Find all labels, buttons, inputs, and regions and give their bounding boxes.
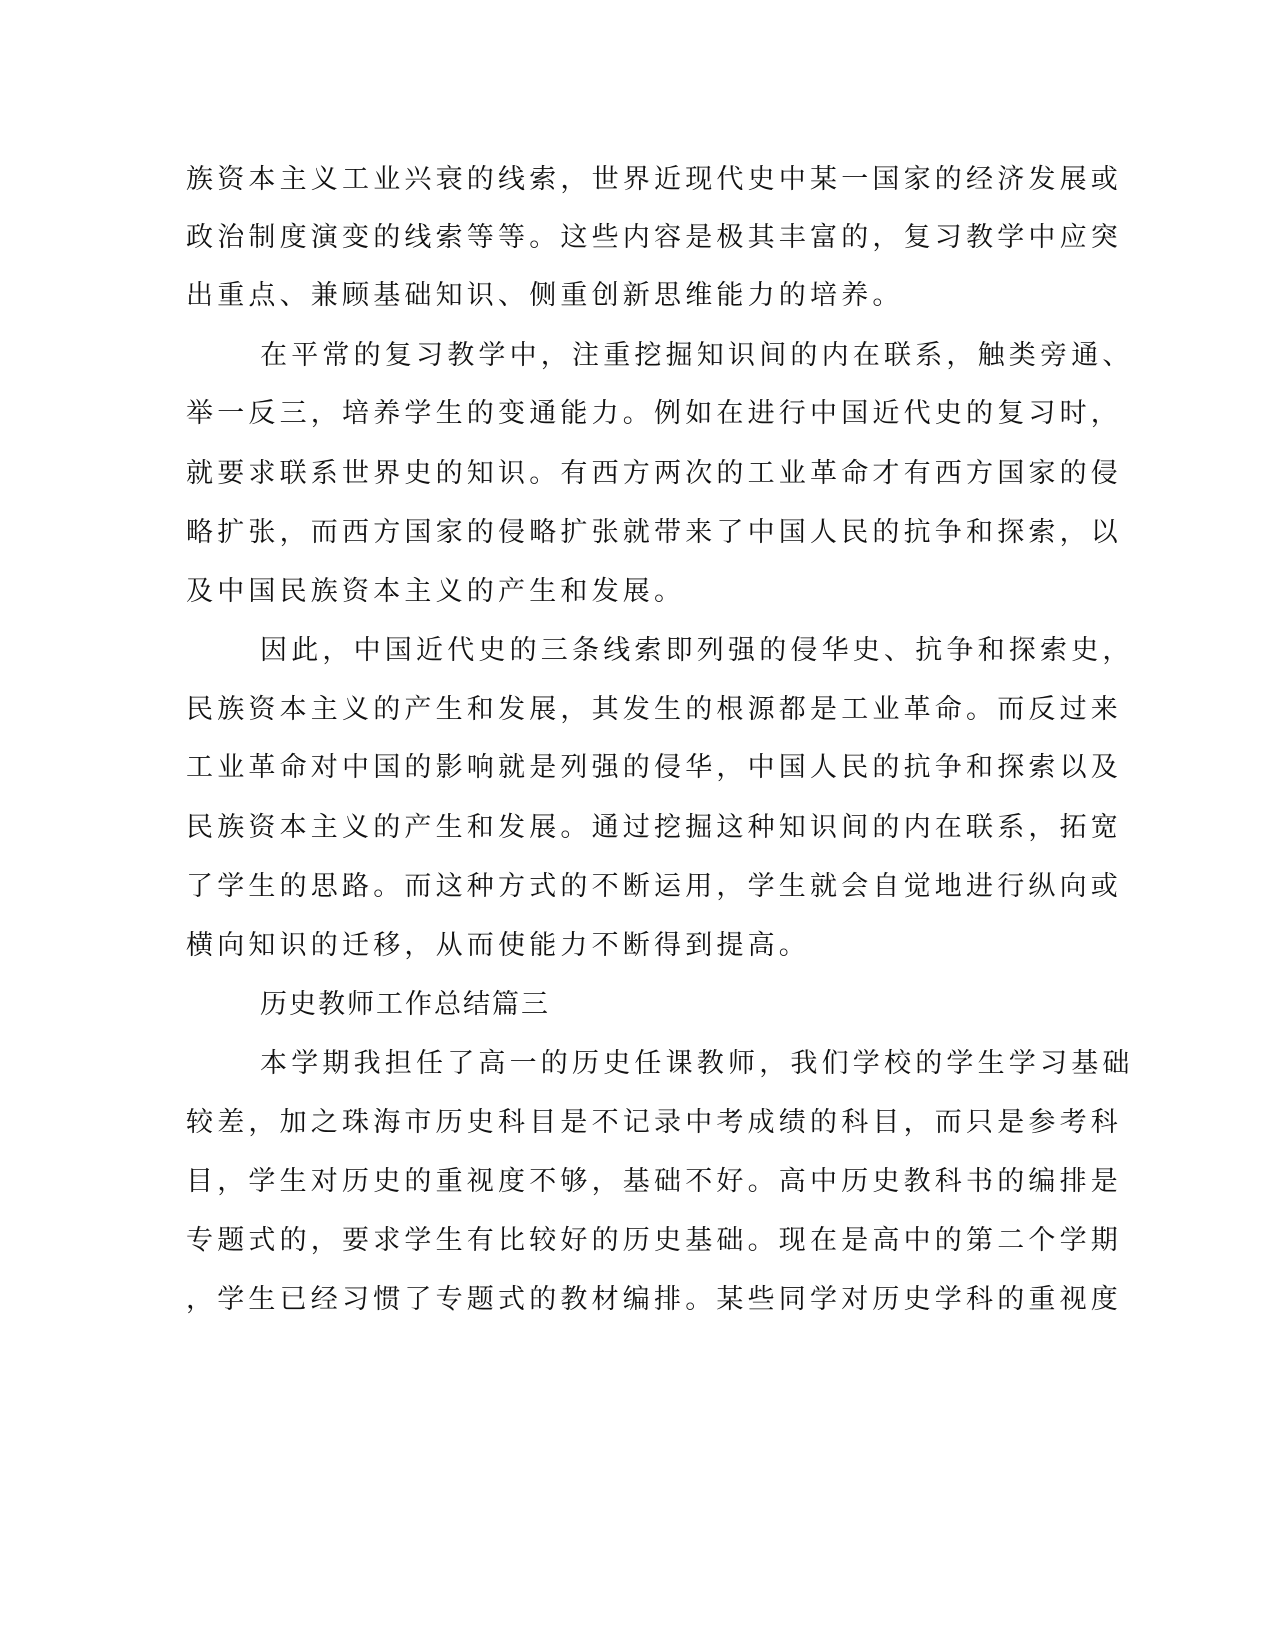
text-line: 工业革命对中国的影响就是列强的侵华，中国人民的抗争和探索以及 bbox=[186, 752, 1122, 783]
text-line: 目，学生对历史的重视度不够，基础不好。高中历史教科书的编排是 bbox=[186, 1166, 1122, 1197]
paragraph-first-line: 本学期我担任了高一的历史任课教师，我们学校的学生学习基础 bbox=[260, 1048, 1134, 1079]
text-line: ，学生已经习惯了专题式的教材编排。某些同学对历史学科的重视度 bbox=[186, 1284, 1122, 1315]
text-line: 略扩张，而西方国家的侵略扩张就带来了中国人民的抗争和探索，以 bbox=[186, 517, 1122, 548]
text-line: 民族资本主义的产生和发展，其发生的根源都是工业革命。而反过来 bbox=[186, 694, 1122, 725]
text-line: 了学生的思路。而这种方式的不断运用，学生就会自觉地进行纵向或 bbox=[186, 871, 1122, 902]
text-line: 横向知识的迁移，从而使能力不断得到提高。 bbox=[186, 930, 810, 961]
text-line: 政治制度演变的线索等等。这些内容是极其丰富的，复习教学中应突 bbox=[186, 222, 1122, 253]
text-line: 较差，加之珠海市历史科目是不记录中考成绩的科目，而只是参考科 bbox=[186, 1107, 1122, 1138]
text-line: 及中国民族资本主义的产生和发展。 bbox=[186, 576, 686, 607]
text-line: 出重点、兼顾基础知识、侧重创新思维能力的培养。 bbox=[186, 280, 904, 311]
text-line: 专题式的，要求学生有比较好的历史基础。现在是高中的第二个学期 bbox=[186, 1225, 1122, 1256]
text-line: 族资本主义工业兴衰的线索，世界近现代史中某一国家的经济发展或 bbox=[186, 164, 1122, 195]
text-line: 举一反三，培养学生的变通能力。例如在进行中国近代史的复习时， bbox=[186, 398, 1122, 429]
paragraph-first-line: 因此，中国近代史的三条线索即列强的侵华史、抗争和探索史， bbox=[260, 635, 1134, 666]
section-heading: 历史教师工作总结篇三 bbox=[260, 989, 550, 1020]
text-line: 民族资本主义的产生和发展。通过挖掘这种知识间的内在联系，拓宽 bbox=[186, 812, 1122, 843]
paragraph-first-line: 在平常的复习教学中，注重挖掘知识间的内在联系，触类旁通、 bbox=[260, 340, 1134, 371]
text-line: 就要求联系世界史的知识。有西方两次的工业革命才有西方国家的侵 bbox=[186, 458, 1122, 489]
